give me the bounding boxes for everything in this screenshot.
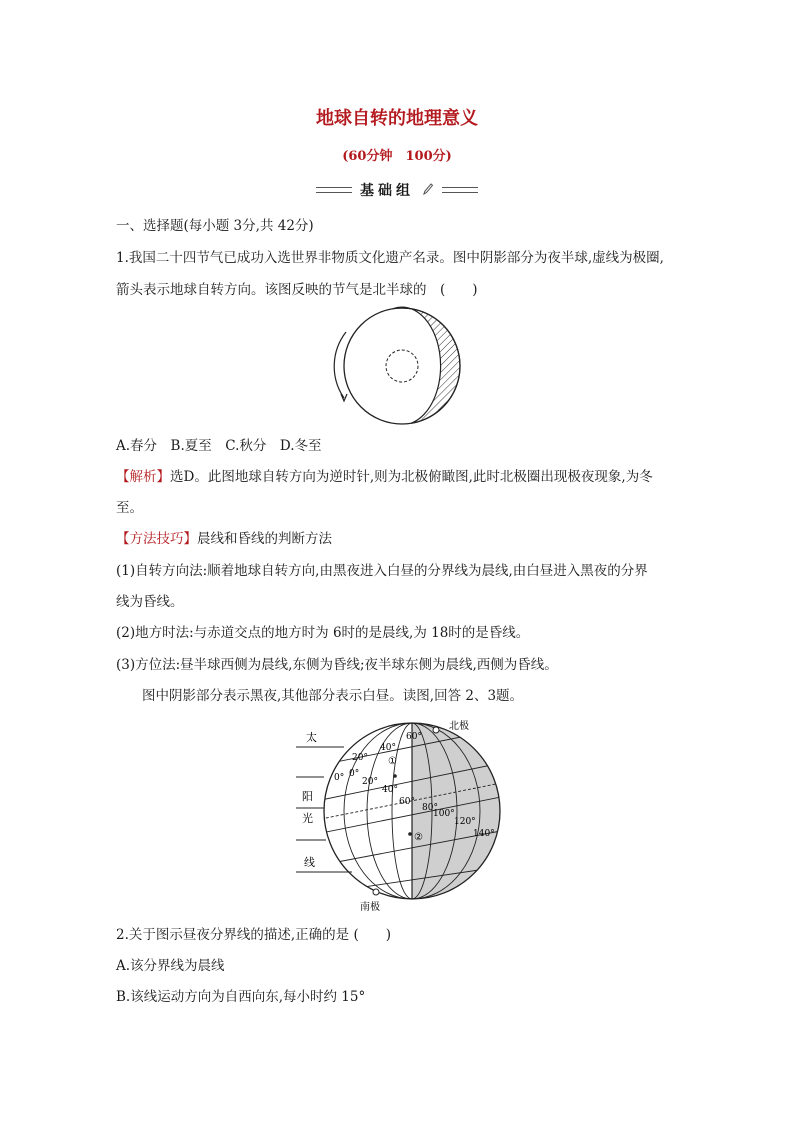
sun-char-1: 太 — [306, 731, 317, 744]
south-pole-label: 南极 — [360, 902, 380, 912]
north-pole-label: 北极 — [449, 721, 469, 732]
lon-label-120: 120° — [454, 817, 476, 827]
method-item2: (2)地方时法:与赤道交点的地方时为 6时的是晨线,为 18时的是昏线。 — [116, 625, 530, 641]
sun-char-2: 阳 — [302, 790, 313, 803]
q1-options: A.春分 B.夏至 C.秋分 D.冬至 — [116, 438, 322, 454]
page-title: 地球自转的地理意义 — [316, 108, 478, 129]
divider-right — [442, 187, 478, 193]
lat-label-60-s: 60° — [399, 797, 415, 807]
lon-label-80: 80° — [422, 803, 438, 813]
method-item3: (3)方位法:昼半球西侧为晨线,东侧为昏线;夜半球东侧为晨线,西侧为昏线。 — [116, 657, 558, 673]
q1-stem-line1: 1.我国二十四节气已成功入选世界非物质文化遗产名录。图中阴影部分为夜半球,虚线为极圈, — [116, 250, 664, 266]
q2-option-a: A.该分界线为晨线 — [116, 958, 225, 974]
figure-globe — [296, 716, 506, 912]
section-heading: 一、选择题(每小题 3分,共 42分) — [116, 218, 314, 234]
figure-polar-view — [330, 306, 465, 428]
lat-label-20-n: 20° — [352, 753, 368, 763]
lon-label-100: 100° — [433, 809, 455, 819]
lat-label-40-s: 40° — [382, 785, 398, 795]
page-subtitle: (60分钟 100分) — [342, 149, 452, 164]
analysis-tag: 【解析】 — [116, 469, 170, 485]
analysis-line1 — [116, 467, 653, 487]
method-heading-text: 晨线和昏线的判断方法 — [197, 531, 332, 547]
analysis-text: 选D。此图地球自转方向为逆时针,则为北极俯瞰图,此时北极圈出现极夜现象,为冬 — [170, 469, 653, 485]
q1-stem-line2: 箭头表示地球自转方向。该图反映的节气是北半球的 ( ) — [116, 282, 478, 298]
group-heading — [0, 180, 794, 200]
sun-char-4: 线 — [304, 856, 315, 869]
group-label: 基础组 — [360, 183, 414, 199]
analysis-line2: 至。 — [116, 500, 143, 516]
lon-label-140: 140° — [473, 829, 495, 839]
lat-label-0-b: 0° — [334, 773, 345, 783]
q2-stem: 2.关于图示昼夜分界线的描述,正确的是 ( ) — [116, 927, 391, 943]
method-item1-line1: (1)自转方向法:顺着地球自转方向,由黑夜进入白昼的分界线为晨线,由白昼进入黑夜的分界 — [116, 563, 648, 579]
point-label-2: ② — [414, 832, 423, 843]
method-tag: 【方法技巧】 — [116, 531, 197, 547]
lat-label-40-n: 40° — [380, 743, 396, 753]
method-item1-line2: 线为昏线。 — [116, 594, 184, 610]
sun-char-3: 光 — [302, 812, 313, 825]
divider-left — [316, 187, 352, 193]
figure-intro: 图中阴影部分表示黑夜,其他部分表示白昼。读图,回答 2、3题。 — [142, 688, 524, 704]
lat-label-20-s: 20° — [362, 777, 378, 787]
method-heading — [116, 529, 332, 549]
q2-option-b: B.该线运动方向为自西向东,每小时约 15° — [116, 989, 366, 1005]
pencil-icon — [422, 181, 434, 200]
lat-label-60-n: 60° — [406, 732, 422, 742]
point-label-1: ① — [388, 756, 397, 767]
lat-label-0-a: 0° — [349, 769, 360, 779]
